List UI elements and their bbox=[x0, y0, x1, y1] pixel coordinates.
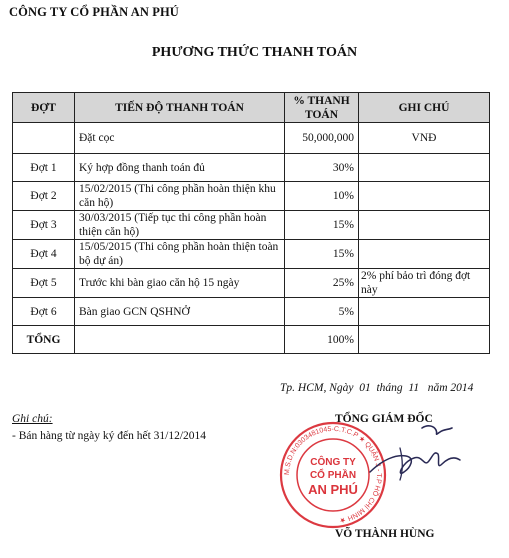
table-row bbox=[13, 211, 490, 240]
cell-tien-do: 30/03/2015 (Tiếp tục thi công phần hoàn thiện căn hộ) bbox=[75, 211, 285, 240]
table-row bbox=[13, 154, 490, 182]
svg-text:CỔ PHẦN: CỔ PHẦN bbox=[309, 470, 357, 481]
header-ghi-chu: GHI CHÚ bbox=[359, 93, 490, 123]
cell-phan-tram: 15% bbox=[285, 211, 359, 240]
cell-dot: Đợt 1 bbox=[13, 154, 75, 182]
table-row bbox=[13, 298, 490, 326]
cell-dot: Đợt 4 bbox=[13, 240, 75, 269]
cell-total-label: TỔNG bbox=[13, 326, 75, 354]
note-item: - Bán hàng từ ngày ký đến hết 31/12/2014 bbox=[12, 430, 207, 442]
svg-text:AN PHÚ: AN PHÚ bbox=[308, 482, 358, 497]
cell-total-pct: 100% bbox=[285, 326, 359, 354]
cell-ghi-chu: 2% phí bảo trì đóng đợt này bbox=[359, 269, 490, 298]
table-header-row bbox=[13, 93, 490, 123]
cell-tien-do: Trước khi bàn giao căn hộ 15 ngày bbox=[75, 269, 285, 298]
cell-ghi-chu bbox=[359, 182, 490, 211]
cell-ghi-chu bbox=[359, 240, 490, 269]
header-phan-tram: % THANH TOÁN bbox=[285, 93, 359, 123]
cell-dot: Đợt 2 bbox=[13, 182, 75, 211]
table-total-row bbox=[13, 326, 490, 354]
table-row bbox=[13, 123, 490, 154]
cell-tien-do: Ký hợp đồng thanh toán đủ bbox=[75, 154, 285, 182]
cell-tien-do bbox=[75, 326, 285, 354]
table-row bbox=[13, 182, 490, 211]
cell-phan-tram: 50,000,000 bbox=[285, 123, 359, 154]
cell-phan-tram: 15% bbox=[285, 240, 359, 269]
cell-ghi-chu: VNĐ bbox=[359, 123, 490, 154]
svg-text:CÔNG TY: CÔNG TY bbox=[310, 457, 356, 468]
document-title: PHƯƠNG THỨC THANH TOÁN bbox=[151, 45, 358, 60]
cell-tien-do: 15/05/2015 (Thi công phần hoàn thiện toàn bộ dự án) bbox=[75, 240, 285, 269]
cell-tien-do: 15/02/2015 (Thi công phần hoàn thiện khu căn hộ) bbox=[75, 182, 285, 211]
cell-dot: Đợt 3 bbox=[13, 211, 75, 240]
svg-text:M.S.D.N:0303481045-C.T.C.P ★: M.S.D.N:0303481045-C.T.C.P ★ QUẬN 3 - T.P HỒ CHÍ MINH ★ bbox=[283, 425, 383, 524]
cell-dot: Đợt 6 bbox=[13, 298, 75, 326]
header-tien-do: TIẾN ĐỘ THANH TOÁN bbox=[75, 93, 285, 123]
company-name: CÔNG TY CỔ PHẦN AN PHÚ bbox=[9, 5, 179, 19]
cell-phan-tram: 10% bbox=[285, 182, 359, 211]
cell-dot bbox=[13, 123, 75, 154]
cell-phan-tram: 30% bbox=[285, 154, 359, 182]
cell-ghi-chu bbox=[359, 326, 490, 354]
cell-ghi-chu bbox=[359, 211, 490, 240]
cell-ghi-chu bbox=[359, 298, 490, 326]
header-dot: ĐỢT bbox=[13, 93, 75, 123]
cell-dot: Đợt 5 bbox=[13, 269, 75, 298]
signer-name: VÕ THÀNH HÙNG bbox=[335, 528, 435, 540]
cell-tien-do: Đặt cọc bbox=[75, 123, 285, 154]
cell-phan-tram: 25% bbox=[285, 269, 359, 298]
cell-ghi-chu bbox=[359, 154, 490, 182]
signature-image bbox=[330, 420, 500, 530]
date-line: Tp. HCM, Ngày 01 tháng 11 năm 2014 bbox=[280, 382, 474, 394]
signatory-title: TỔNG GIÁM ĐỐC bbox=[335, 413, 433, 425]
table-row bbox=[13, 269, 490, 298]
cell-tien-do: Bàn giao GCN QSHNỞ bbox=[75, 298, 285, 326]
cell-phan-tram: 5% bbox=[285, 298, 359, 326]
payment-table bbox=[12, 92, 490, 354]
note-heading: Ghi chú: bbox=[12, 413, 53, 425]
table-row bbox=[13, 240, 490, 269]
